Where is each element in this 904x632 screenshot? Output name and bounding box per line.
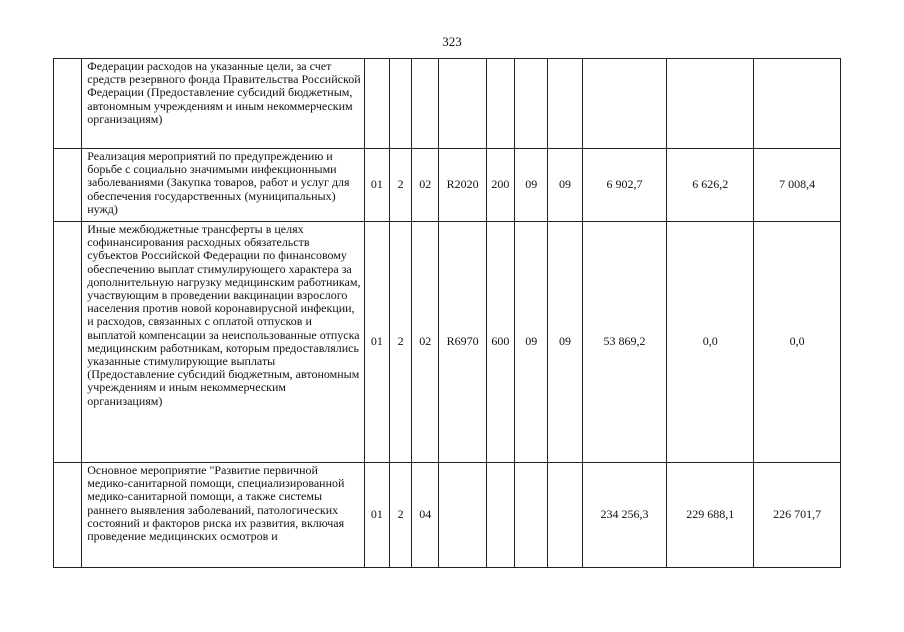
table-row [54,222,841,463]
table-row [54,59,841,149]
activity-code: 02 [412,149,439,222]
expense-type-code: 600 [486,222,514,463]
row-description: Реализация мероприятий по предупреждению и борьбе с социально значимыми инфекционными заболеваниями (Закупка товаров, работ и услуг для обеспечения государственных (муниципальных) нужд) [82,149,365,222]
amount-year-1: 53 869,2 [582,222,667,463]
subprogram-code: 2 [389,149,411,222]
section-code: 09 [515,149,548,222]
subsection-code [548,463,582,568]
direction-code [439,59,486,149]
amount-year-2 [667,59,754,149]
row-description: Федерации расходов на указанные цели, за счет средств резервного фонда Правительства Российской Федерации (Предоставление субсидий бюджетным, автономным учреждениям и иным некоммерческим организациям) [82,59,365,149]
blank-cell [54,59,82,149]
subsection-code: 09 [548,149,582,222]
section-code [515,463,548,568]
section-code [515,59,548,149]
program-code: 01 [364,222,389,463]
expense-type-code [486,463,514,568]
subsection-code: 09 [548,222,582,463]
activity-code [412,59,439,149]
amount-year-1: 234 256,3 [582,463,667,568]
section-code: 09 [515,222,548,463]
page-number: 323 [442,34,462,49]
budget-table [53,58,841,568]
subsection-code [548,59,582,149]
table-row [54,149,841,222]
direction-code: R2020 [439,149,486,222]
activity-code: 04 [412,463,439,568]
row-description: Иные межбюджетные трансферты в целях софинансирования расходных обязательств субъектов Российской Федерации по финансовому обеспечению выплат стимулирующего характера за дополнительную нагрузку медицинским работникам, участвующим в проведении вакцинации взрослого населения против новой коронавирусной инфекции, и расходов, связанных с оплатой отпусков и выплатой компенсации за неиспользованные отпуска медицинским работникам, которым предоставлялись указанные стимулирующие выплаты (Предоставление субсидий бюджетным, автономным учреждениям и иным некоммерческим организациям) [82,222,365,463]
amount-year-3: 7 008,4 [754,149,841,222]
program-code: 01 [364,149,389,222]
direction-code [439,463,486,568]
subprogram-code: 2 [389,463,411,568]
blank-cell [54,149,82,222]
amount-year-1 [582,59,667,149]
subprogram-code: 2 [389,222,411,463]
amount-year-2: 229 688,1 [667,463,754,568]
blank-cell [54,463,82,568]
expense-type-code: 200 [486,149,514,222]
subprogram-code [389,59,411,149]
expense-type-code [486,59,514,149]
amount-year-3 [754,59,841,149]
program-code [364,59,389,149]
table-row [54,463,841,568]
amount-year-2: 6 626,2 [667,149,754,222]
activity-code: 02 [412,222,439,463]
amount-year-3: 0,0 [754,222,841,463]
row-description: Основное мероприятие "Развитие первичной медико-санитарной помощи, специализированной медико-санитарной помощи, а также системы раннего выявления заболеваний, патологических состояний и факторов риска их развития, включая проведение медицинских осмотров и [82,463,365,568]
amount-year-2: 0,0 [667,222,754,463]
blank-cell [54,222,82,463]
amount-year-1: 6 902,7 [582,149,667,222]
direction-code: R6970 [439,222,486,463]
program-code: 01 [364,463,389,568]
amount-year-3: 226 701,7 [754,463,841,568]
